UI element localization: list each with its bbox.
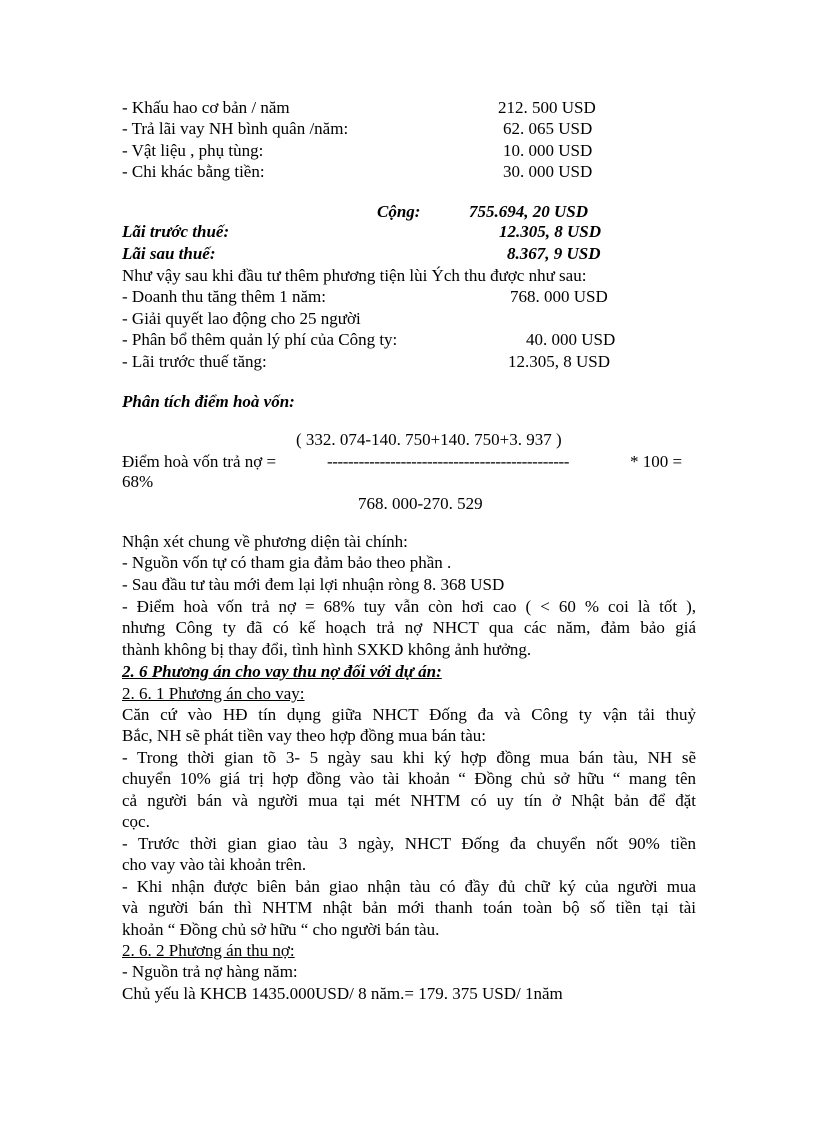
total-label: Cộng:: [377, 202, 421, 221]
cost-label: - Trả lãi vay NH bình quân /năm:: [122, 119, 349, 138]
cost-value: 62. 065 USD: [503, 119, 593, 138]
summary-value: 12.305, 8 USD: [508, 352, 611, 371]
summary-label: - Giải quyết lao động cho 25 người: [122, 309, 361, 328]
repay-title: - Nguồn trả nợ hàng năm:: [122, 962, 298, 981]
summary-label: - Lãi trước thuế tăng:: [122, 352, 267, 371]
review-para-line: thành không bị thay đổi, tình hình SXKD không ảnh hưởng.: [122, 640, 532, 659]
cost-value: 212. 500 USD: [498, 98, 596, 117]
pretax-label: Lãi trước thuế:: [122, 222, 230, 241]
aftertax-label: Lãi sau thuế:: [122, 244, 216, 263]
paragraph-line: - Khi nhận được biên bản giao nhận tàu có đầy đủ chữ ký của người mua: [122, 877, 696, 896]
pretax-value: 12.305, 8 USD: [499, 222, 602, 241]
section-heading: 2. 6 Phương án cho vay thu nợ đối với dự án:: [122, 662, 442, 681]
paragraph-line: Căn cứ vào HĐ tín dụng giữa NHCT Đống đa và Công ty vận tải thuỷ: [122, 705, 696, 724]
aftertax-value: 8.367, 9 USD: [507, 244, 601, 263]
summary-value: 40. 000 USD: [526, 330, 616, 349]
summary-value: 768. 000 USD: [510, 287, 608, 306]
breakeven-label: Điểm hoà vốn trả nợ =: [122, 452, 277, 471]
cost-value: 10. 000 USD: [503, 141, 593, 160]
breakeven-denominator: 768. 000-270. 529: [358, 494, 483, 513]
review-para-line: nhưng Công ty đã có kế hoạch trả nợ NHCT qua các năm, đảm bảo giá: [122, 618, 696, 637]
paragraph-line: cọc.: [122, 812, 150, 831]
cost-label: - Vật liệu , phụ tùng:: [122, 141, 264, 160]
cost-value: 30. 000 USD: [503, 162, 593, 181]
subsection-heading: 2. 6. 2 Phương án thu nợ:: [122, 941, 295, 960]
paragraph-line: - Trước thời gian giao tàu 3 ngày, NHCT Đống đa chuyển nốt 90% tiền: [122, 834, 696, 853]
breakeven-multiplier: * 100 =: [630, 452, 683, 471]
total-value: 755.694, 20 USD: [469, 202, 589, 221]
paragraph-line: cả người bán và người mua tại mét NHTM có uy tín ở Nhật bản để đặt: [122, 791, 696, 810]
breakeven-numerator: ( 332. 074-140. 750+140. 750+3. 937 ): [296, 430, 562, 449]
paragraph-line: chuyển 10% giá trị hợp đồng vào tài khoản “ Đồng chủ sở hữu “ mang tên: [122, 769, 696, 788]
breakeven-result: 68%: [122, 472, 154, 491]
paragraph-line: khoản “ Đồng chủ sở hữu “ cho người bán tàu.: [122, 920, 440, 939]
cost-label: - Chi khác bằng tiền:: [122, 162, 265, 181]
summary-label: - Phân bổ thêm quản lý phí của Công ty:: [122, 330, 398, 349]
review-line: - Sau đầu tư tàu mới đem lại lợi nhuận ròng 8. 368 USD: [122, 575, 505, 594]
repay-line: Chủ yếu là KHCB 1435.000USD/ 8 năm.= 179. 375 USD/ 1năm: [122, 984, 563, 1003]
subsection-heading: 2. 6. 1 Phương án cho vay:: [122, 684, 305, 703]
summary-label: - Doanh thu tăng thêm 1 năm:: [122, 287, 326, 306]
review-para-line: - Điểm hoà vốn trả nợ = 68% tuy vẫn còn hơi cao ( < 60 % coi là tốt ),: [122, 597, 696, 616]
summary-intro: Như vậy sau khi đầu tư thêm phương tiện lùi Ých thu được như sau:: [122, 266, 587, 285]
review-line: - Nguồn vốn tự có tham gia đảm bảo theo phần .: [122, 553, 452, 572]
paragraph-line: và người bán thì NHTM nhật bản mới thanh toán toàn bộ số tiền tại tài: [122, 898, 696, 917]
breakeven-heading: Phân tích điểm hoà vốn:: [122, 392, 295, 411]
paragraph-line: - Trong thời gian tõ 3- 5 ngày sau khi ký hợp đồng mua bán tàu, NH sẽ: [122, 748, 696, 767]
cost-label: - Khấu hao cơ bản / năm: [122, 98, 290, 117]
paragraph-line: cho vay vào tài khoản trên.: [122, 855, 307, 874]
review-title: Nhận xét chung về phương diện tài chính:: [122, 532, 408, 551]
breakeven-dashes: ----------------------------------------------: [327, 452, 570, 471]
paragraph-line: Bắc, NH sẽ phát tiền vay theo hợp đồng mua bán tàu:: [122, 726, 487, 745]
